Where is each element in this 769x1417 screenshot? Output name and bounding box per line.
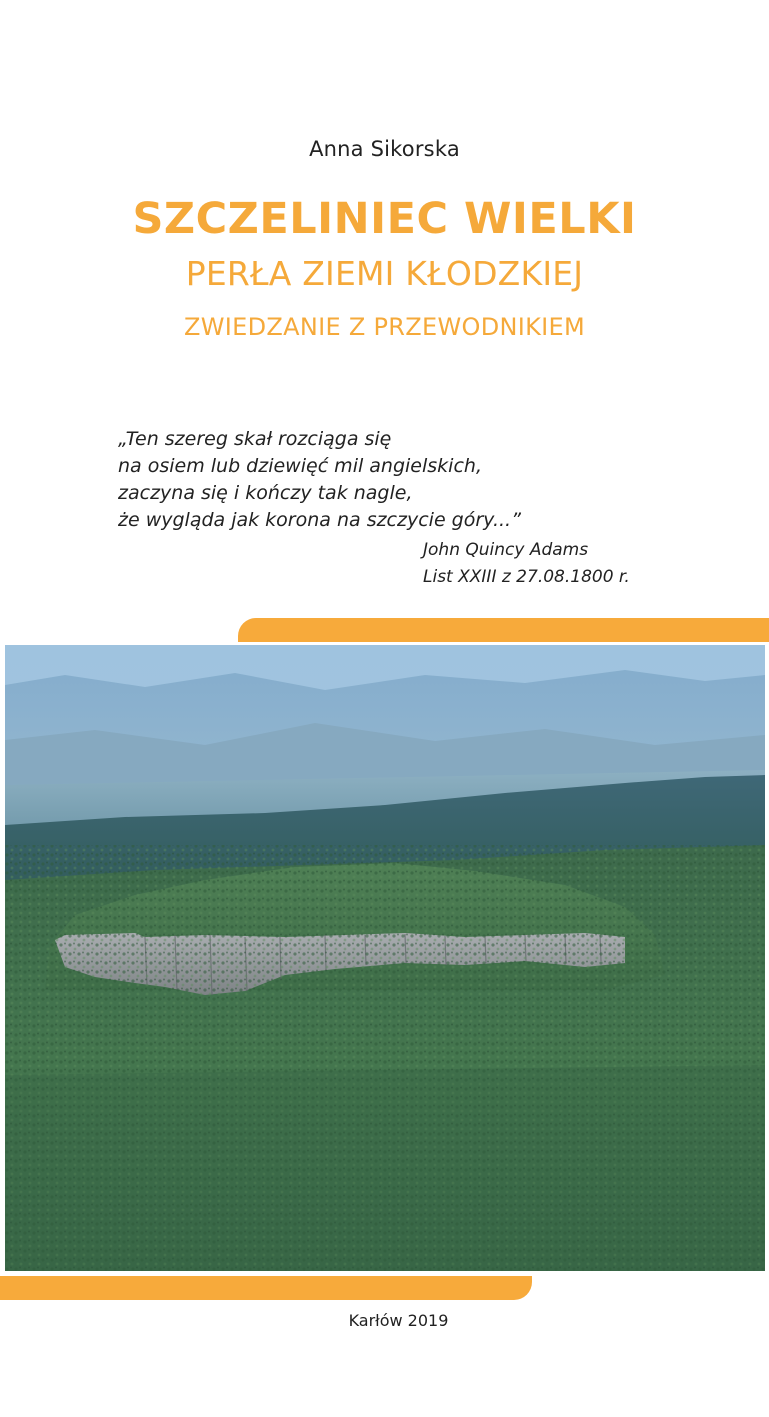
quote-author: John Quincy Adams: [423, 540, 589, 560]
book-subtitle: PERŁA ZIEMI KŁODZKIEJ: [185, 254, 584, 293]
book-title: SZCZELINIEC WIELKI: [132, 194, 637, 244]
accent-bar-bottom: [0, 1276, 532, 1300]
quote-line: zaczyna się i kończy tak nagle,: [118, 482, 413, 504]
landscape-photo: [5, 645, 765, 1271]
cover-photo: [5, 645, 765, 1271]
quote-line: „Ten szereg skał rozciąga się: [118, 428, 392, 450]
accent-bar-top: [238, 618, 769, 642]
epigraph-quote: [118, 426, 678, 534]
quote-line: że wygląda jak korona na szczycie góry...”: [118, 509, 521, 531]
quote-line: na osiem lub dziewięć mil angielskich,: [118, 455, 482, 477]
quote-source: List XXIII z 27.08.1800 r.: [423, 567, 630, 587]
book-tagline: ZWIEDZANIE Z PRZEWODNIKIEM: [183, 313, 586, 341]
author-name: Anna Sikorska: [309, 137, 460, 161]
quote-attribution: [423, 537, 630, 591]
place-and-year: Karłów 2019: [348, 1311, 449, 1330]
